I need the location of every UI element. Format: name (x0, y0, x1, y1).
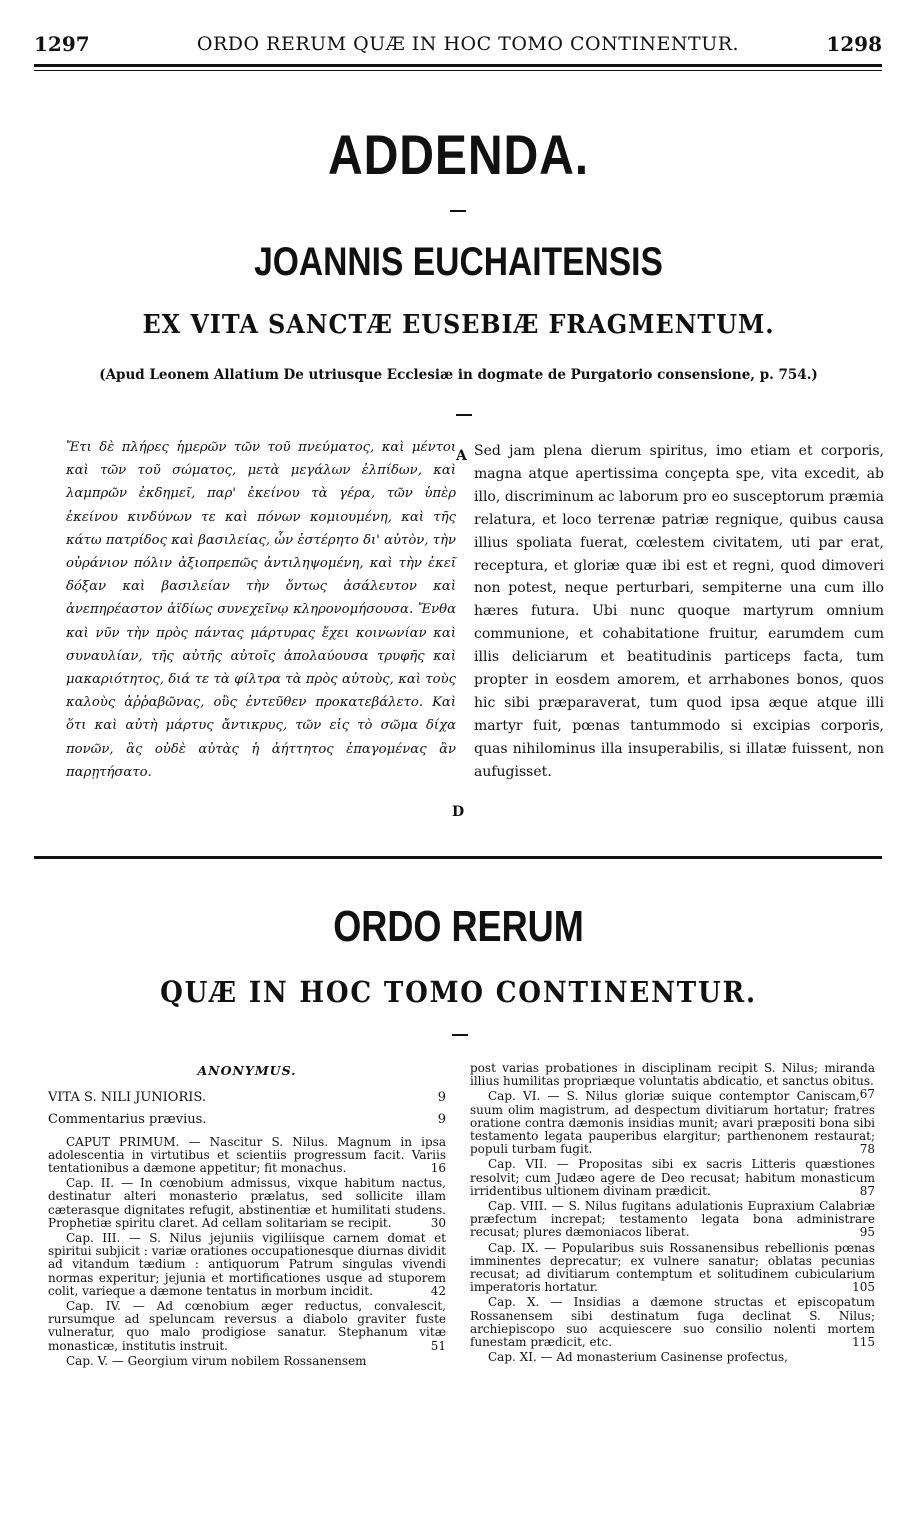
section-rule (34, 856, 882, 859)
toc-entry-page: 95 (859, 1225, 875, 1240)
toc-commentary-label: Commentarius prævius. (48, 1112, 207, 1128)
toc-entry-page: 87 (859, 1183, 875, 1198)
toc-entry-page: 67 (859, 1087, 875, 1102)
toc-entry-page: 42 (430, 1283, 446, 1298)
toc-work-page: 9 (437, 1090, 446, 1106)
marker-a: A (456, 448, 467, 464)
latin-text: Sed jam plena dierum spiritus, imo etiam et corporis, magna atque apertissima conçepta spe, vita excedit, ab illo, discriminum ac laborum pro eo susceptorum præmia relatura, et loco terrenæ patriæ regnique, quibus causa illius spoliata fuerat, cœlestem civitatem, uti par erat, receptura, et gloriæ quæ ibi est et regni, quod dimoveri non potest, neque perturbari, sempiterne una cum illo hæres futura. Ubi nunc quoque martyrum omnium communione, et cohabitatione fruitur, earumdem cum illis deliciarum et beatitudinis particeps facta, tum propter in eosdem amorem, et arrhabones bonos, quos hic sibi præparaverat, tum quod ipsa æque atque illi martyr fuit, pœnas tantummodo si excipias corporis, quas nihilominus illa insuperabilis, si illatæ fuissent, non aufugisset. (474, 443, 884, 780)
toc-right-column (470, 1062, 875, 1366)
ordo-subtitle: QUÆ IN HOC TOMO CONTINENTUR. (160, 975, 757, 1009)
header-rule-thin (34, 70, 882, 71)
toc-entry-text: Cap. X. — Insidias a dæmone structas et episcopatum Rossanensem sibi destinatum fuga declinat S. Nilus; archiepiscopo suo acquiescere suo consilio nolenti mortem funestam prædicit, etc. (470, 1295, 875, 1350)
toc-entry-text: CAPUT PRIMUM. — Nascitur S. Nilus. Magnum in ipsa adolescentia in virtutibus et scientiis progressum facit. Variis tentationibus a dæmone appetitur; fit monachus. (48, 1134, 446, 1176)
separator-dash (450, 210, 466, 212)
running-header (34, 30, 882, 60)
greek-text: Ἔτι δὲ πλήρες ἡμερῶν τῶν τοῦ πνεύματος, καὶ μέντοι καὶ τῶν τοῦ σώματος, μετὰ μεγάλων ἐλπίδων, καὶ λαμπρῶν ἐκδημεῖ, παρ' ἐκείνου τὰ γέρα, τῶν ὑπὲρ ἐκείνου κινδύνων τε καὶ πόνων κομιουμένη, καὶ τῆς κάτω πατρίδος καὶ βασιλείας, ὧν ἐστέρητο δι' αὐτὸν, τὴν οὐράνιον πόλιν ἀξιοπρεπῶς ἀντιληψομένη, καὶ τὴν ἐκεῖ δόξαν καὶ βασιλείαν τὴν ὄντως ἀσάλευτον καὶ ἀνεπηρέαστον ἀϊδίως συνεχεῖνῳ κληρονομήσουσα. Ἔνθα καὶ νῦν τὴν πρὸς πάντας μάρτυρας ἔχει κοινωνίαν καὶ συναυλίαν, τῆς αὐτῆς αὐτοῖς ἀπολαύουσα τρυφῆς καὶ μακαριότητος, διά τε τὰ φίλτρα τὰ πρὸς αὐτοὺς, καὶ τοὺς καλοὺς ἀῤῥαβῶνας, οὓς ἐντεῦθεν προκατεβάλετο. Καὶ ὅτι καὶ αὐτὴ μάρτυς ἄντικρυς, τῶν εἰς τὸ σῶμα δίχα πονῶν, ἃς οὐδὲ αὐτὰς ἡ ἀήττητος ἐπαγομένας ἂν παρῃτήσατο. (66, 440, 456, 780)
toc-entry (470, 1296, 875, 1349)
separator-dash (456, 414, 472, 416)
toc-entry (48, 1232, 446, 1298)
toc-entry-page: 16 (430, 1161, 446, 1176)
toc-entry-page: 78 (859, 1142, 875, 1157)
toc-entry-text: Cap. VI. — S. Nilus gloriæ suique contemptor Caniscam, suum olim magistrum, ad despectum divitiarum hortatur; fratres oratione contra dæmonis insidias munit; avari præpositi bona sibi testamento legata pauperibus elargitur; parthenonem restaurat; populi turbam fugit. (470, 1089, 875, 1157)
addenda-title: ADDENDA. (327, 123, 590, 186)
toc-entry (470, 1200, 875, 1240)
toc-entry (48, 1355, 446, 1368)
toc-entry (470, 1242, 875, 1295)
running-title: ORDO RERUM QUÆ IN HOC TOMO CONTINENTUR. (196, 33, 740, 55)
toc-work-label: VITA S. NILI JUNIORIS. (48, 1090, 206, 1106)
toc-entry-text: Cap. II. — In cœnobium admissus, vixque habitum nactus, destinatur alteri monasterio prælatus, sed sollicite illam cæterasque dignitates refugit, abstinentiæ et humilitati studens. Prophetiæ spiritu claret. Ad cellam solitariam se recipit. (48, 1176, 446, 1230)
toc-commentary-page: 9 (437, 1112, 446, 1128)
toc-entry (470, 1061, 875, 1102)
addenda-source: (Apud Leonem Allatium De utriusque Ecclesiæ in dogmate de Purgatorio consensione, p. 754.) (99, 367, 818, 383)
toc-entry-text: post varias probationes in disciplinam recipit S. Nilus; miranda illius humilitas propriæque voluntatis abdicatio, et sanctus obitus. (470, 1061, 875, 1089)
ordo-title: ORDO RERUM (333, 902, 584, 951)
toc-entry (470, 1351, 875, 1364)
toc-entry-page: 51 (430, 1338, 446, 1353)
toc-entry-page: 30 (430, 1215, 446, 1230)
toc-left-column (48, 1064, 446, 1370)
right-page-number: 1298 (826, 32, 882, 56)
toc-entry (48, 1177, 446, 1230)
toc-entry-text: Cap. V. — Georgium virum nobilem Rossanensem (66, 1353, 367, 1368)
separator-dash (452, 1034, 468, 1036)
left-page-number: 1297 (34, 32, 90, 56)
toc-entry-text: Cap. VII. — Propositas sibi ex sacris Litteris quæstiones resolvit; cum Judæo agere de Deo recusat; habitum monasticum irridentibus ultionem divinam prædicit. (470, 1157, 875, 1198)
toc-work-line (48, 1091, 446, 1104)
toc-entry-text: Cap. IX. — Popularibus suis Rossanensibus rebellionis pœnas imminentes deprecatur; ex vulnere sanatur; oblatas pecunias recusat; ad divitiarum contemptum et solitudinem cubicularium imperatoris hortatur. (470, 1240, 875, 1295)
addenda-subtitle: EX VITA SANCTÆ EUSEBIÆ FRAGMENTUM. (142, 310, 775, 340)
toc-entry-text: Cap. XI. — Ad monasterium Casinense profectus, (488, 1350, 788, 1365)
toc-entry (48, 1136, 446, 1176)
toc-entry-page: 115 (852, 1335, 875, 1350)
toc-commentary-line (48, 1113, 446, 1126)
toc-entry-page: 105 (852, 1280, 875, 1295)
toc-entry-text: Cap. III. — S. Nilus jejuniis vigiliisque carnem domat et spiritui subjicit : variæ orationes occupationesque diurnas dividit ad vitandum tædium : antiquorum Patrum singulas vivendi normas experitur; jejunia et mortificationes usque ad stuporem colit, varieque a dæmone tentatus in morbum incidit. (48, 1231, 446, 1298)
toc-author: ANONYMUS. (197, 1063, 297, 1078)
toc-entry (48, 1300, 446, 1353)
header-rule (34, 64, 882, 67)
toc-entry (470, 1087, 875, 1157)
toc-entry (470, 1158, 875, 1198)
addenda-author: JOANNIS EUCHAITENSIS (254, 240, 663, 284)
marker-d: D (452, 804, 465, 820)
toc-entry-text: Cap. VIII. — S. Nilus fugitans adulationis Eupraxium Calabriæ præfectum increpat; testamento legata bona administrare recusat; plures dæmoniacos liberat. (470, 1199, 875, 1240)
toc-entry-text: Cap. IV. — Ad cœnobium æger reductus, convalescit, rursumque ad speluncam reversus a diabolo graviter fuste vulneratur, quo malo prodigiose sanatur. Stephanum vitæ monasticæ, institutis instruit. (48, 1299, 446, 1353)
